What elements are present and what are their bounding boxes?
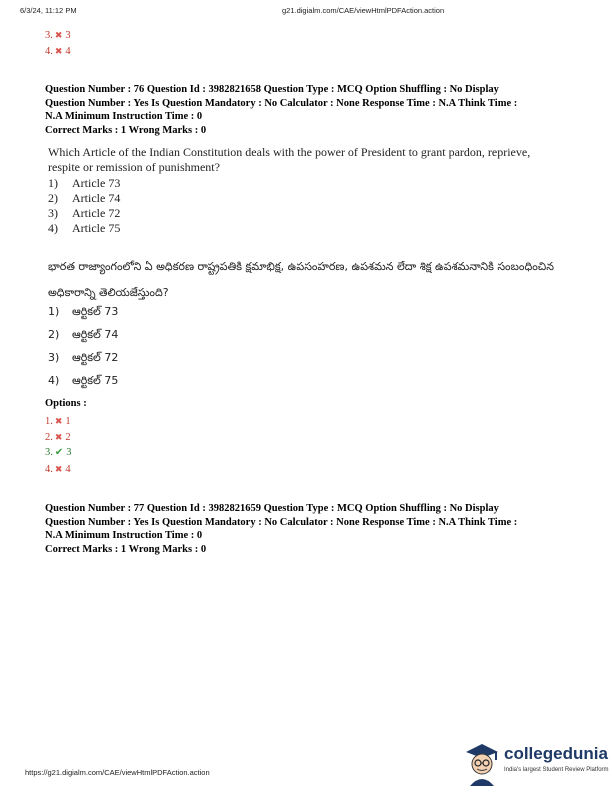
q76-choice-te-1: 1) ఆర్టికల్ 73 bbox=[48, 305, 119, 318]
q76-choice-en-4: 4) Article 75 bbox=[48, 221, 121, 235]
cross-icon: ✖ bbox=[54, 416, 63, 426]
q76-options-heading: Options : bbox=[45, 398, 87, 409]
q76-choice-te-3: 3) ఆర్టికల్ 72 bbox=[48, 351, 119, 364]
q76-option-3: 3. ✔ 3 bbox=[45, 447, 72, 458]
q76-question-te: భారత రాజ్యాంగంలోని ఏ అధికరణ రాష్ట్రపతికి క్షమాభిక్ష, ఉపసంహరణ, ఉపశమన లేదా శిక్ష ఉపశమనానికి సంబంధించిన అధికారాన్ని తెలియజేస్తుంది? bbox=[48, 260, 554, 299]
q76-choice-en-2: 2) Article 74 bbox=[48, 191, 121, 205]
q76-meta bbox=[45, 83, 570, 124]
cross-icon: ✖ bbox=[54, 432, 63, 442]
q76-choice-en-1: 1) Article 73 bbox=[48, 176, 121, 190]
cross-icon: ✖ bbox=[54, 464, 63, 474]
q76-option-1: 1. ✖ 1 bbox=[45, 416, 71, 427]
q77-marks: Correct Marks : 1 Wrong Marks : 0 bbox=[45, 544, 207, 555]
q76-choice-te-4: 4) ఆర్టికల్ 75 bbox=[48, 374, 119, 387]
header-url: g21.digialm.com/CAE/viewHtmlPDFAction.action bbox=[282, 6, 445, 15]
q77-meta-line2: Question Number : Yes Is Question Mandatory : No Calculator : None Response Time : N.A Think Time : bbox=[45, 516, 518, 528]
q77-meta-line3: N.A Minimum Instruction Time : 0 bbox=[45, 530, 203, 541]
q76-meta-line1: Question Number : 76 Question Id : 3982821658 Question Type : MCQ Option Shuffling : No Display bbox=[45, 84, 499, 95]
q77-meta bbox=[45, 502, 570, 543]
q76-option-2: 2. ✖ 2 bbox=[45, 432, 71, 443]
collegedunia-logo[interactable] bbox=[462, 740, 612, 786]
cross-icon: ✖ bbox=[54, 46, 63, 56]
prev-option-4: 4. ✖ 4 bbox=[45, 46, 71, 57]
q76-choice-en-3: 3) Article 72 bbox=[48, 206, 121, 220]
prev-option-3: 3. ✖ 3 bbox=[45, 30, 71, 41]
q77-meta-line1: Question Number : 77 Question Id : 3982821659 Question Type : MCQ Option Shuffling : No Display bbox=[45, 503, 499, 514]
check-icon: ✔ bbox=[54, 447, 64, 458]
q76-choice-te-2: 2) ఆర్టికల్ 74 bbox=[48, 328, 119, 341]
footer-url: https://g21.digialm.com/CAE/viewHtmlPDFAction.action bbox=[25, 768, 210, 777]
page-header bbox=[20, 6, 592, 20]
q76-marks: Correct Marks : 1 Wrong Marks : 0 bbox=[45, 125, 207, 136]
mascot-icon bbox=[462, 740, 502, 786]
cross-icon: ✖ bbox=[54, 30, 63, 40]
logo-tagline: India's largest Student Review Platform bbox=[504, 767, 609, 773]
q76-meta-line3: N.A Minimum Instruction Time : 0 bbox=[45, 111, 203, 122]
q76-option-4: 4. ✖ 4 bbox=[45, 464, 71, 475]
q76-question-en: Which Article of the Indian Constitution deals with the power of President to grant pardon, reprieve, respite or remission of punishment? bbox=[48, 145, 531, 174]
q76-meta-line2: Question Number : Yes Is Question Mandatory : No Calculator : None Response Time : N.A Think Time : bbox=[45, 97, 518, 109]
logo-name: collegedunia bbox=[504, 744, 608, 763]
header-datetime: 6/3/24, 11:12 PM bbox=[20, 6, 77, 15]
